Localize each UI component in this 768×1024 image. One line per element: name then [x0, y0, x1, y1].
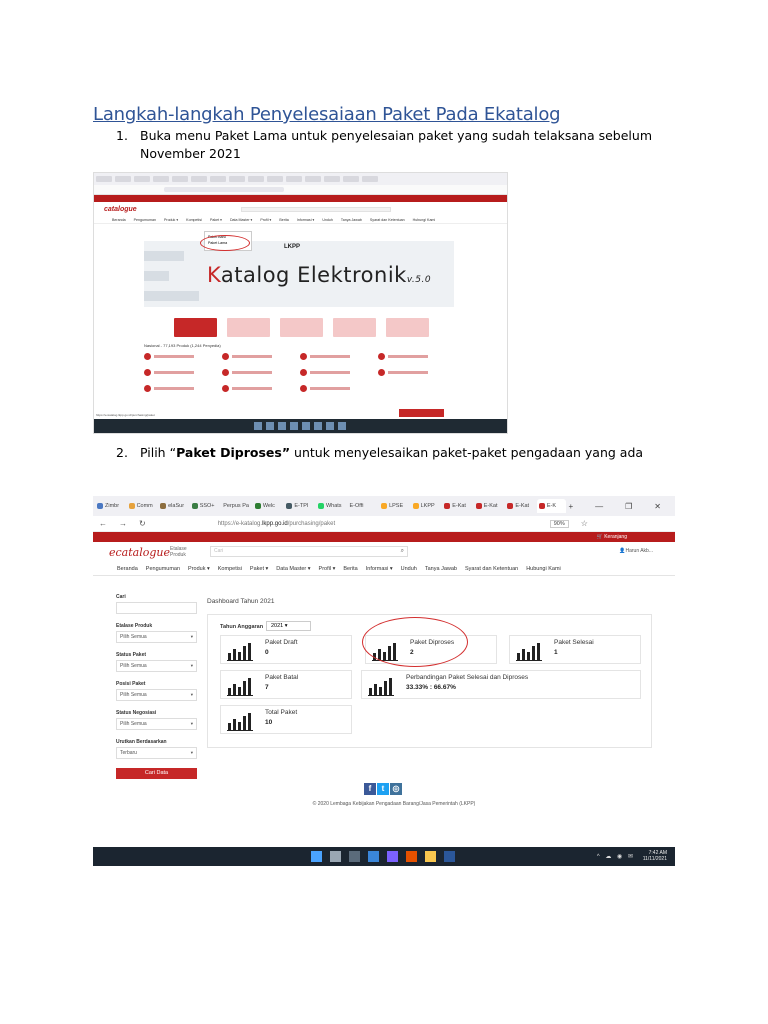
taskbar-clock: 7:42 AM 11/11/2021 [642, 850, 667, 862]
window-controls: + — ❐ ✕ [568, 501, 661, 511]
facebook-icon: f [364, 783, 376, 795]
browser-tab: E-Kat [505, 499, 535, 513]
posisi-label: Posisi Paket [116, 681, 146, 687]
widgets-icon [368, 851, 379, 862]
cart-link: 🛒 Keranjang [596, 534, 627, 540]
status-select: Pilih Semua ▾ [116, 660, 197, 672]
main-nav [94, 216, 507, 224]
back-icon: ← [99, 519, 107, 528]
step-2-number: 2. [116, 445, 128, 460]
address-bar [94, 185, 507, 195]
site-header [93, 542, 675, 562]
category-cards [174, 318, 429, 337]
browser-tabs [94, 173, 507, 185]
forward-icon: → [119, 519, 127, 528]
menu-item-paket-baru: Paket Baru [208, 235, 226, 239]
bar-chart-icon [226, 676, 254, 696]
bar-chart-icon [226, 711, 254, 731]
banner-title-rest: atalog Elektronik [220, 263, 407, 287]
browser-tab: Welc [253, 499, 283, 513]
nav-item: Data Master ▾ [276, 565, 311, 572]
browser-tab: Comm [127, 499, 157, 513]
search-icon [330, 851, 341, 862]
status-bar-url: https://e-katalog.lkpp.go.id/purchasing/paket [96, 413, 155, 417]
nav-item: Hubungi Kami [526, 565, 561, 572]
document-title: Langkah-langkah Penyelesaiaan Paket Pada Ekatalog [93, 104, 561, 125]
step-2-suffix: untuk menyelesaikan paket-paket pengadaan yang ada [290, 445, 644, 460]
nav-item: Syarat dan Ketentuan [369, 217, 405, 222]
total-paket-card [220, 705, 352, 734]
taskbar-icons [311, 851, 455, 862]
main-nav [93, 562, 675, 576]
highlight-circle [362, 617, 468, 667]
bar-chart-icon [367, 676, 395, 696]
product-category-grid [144, 351, 456, 393]
step-2-bold: Paket Diproses” [176, 445, 291, 460]
instagram-icon: ◎ [390, 783, 402, 795]
paket-diproses-value: 2 [410, 649, 414, 656]
chat-icon [387, 851, 398, 862]
nav-item: Pengumuman [145, 565, 181, 572]
paket-batal-title: Paket Batal [265, 674, 299, 681]
search-icon: ⌕ [400, 548, 404, 554]
paket-selesai-title: Paket Selesai [554, 639, 594, 646]
site-header [94, 202, 507, 216]
cari-label: Cari [116, 594, 126, 600]
browser-tab: Perpus Pa [223, 503, 249, 509]
step-2-prefix: Pilih “ [140, 445, 177, 460]
tahun-anggaran-select: 2021 ▾ [266, 621, 311, 631]
search-input [241, 207, 391, 212]
social-links [364, 783, 402, 795]
browser-tab: elaSur [158, 499, 188, 513]
national-summary: Nasional - 77,193 Produk (1,244 Penyedia) [144, 343, 221, 348]
paket-selesai-card [509, 635, 641, 664]
nav-item: Unduh [400, 565, 417, 572]
twitter-icon: t [377, 783, 389, 795]
posisi-select: Pilih Semua ▾ [116, 689, 197, 701]
highlight-circle [200, 235, 250, 251]
urutkan-select: Terbaru ▾ [116, 747, 197, 759]
nav-item: Profil ▾ [260, 217, 272, 222]
paket-draft-title: Paket Draft [265, 639, 298, 646]
total-paket-value: 10 [265, 719, 273, 726]
perbandingan-title: Perbandingan Paket Selesai dan Diproses [406, 674, 529, 681]
nav-item-paket: Paket ▾ [249, 565, 269, 572]
windows-start-icon [311, 851, 322, 862]
total-paket-title: Total Paket [265, 709, 298, 716]
paket-batal-card [220, 670, 352, 699]
paket-draft-card [220, 635, 352, 664]
urutkan-label: Urutkan Berdasarkan [116, 739, 167, 745]
windows-taskbar [93, 847, 675, 866]
reload-icon: ↻ [139, 519, 146, 528]
nav-item: Kompetisi [217, 565, 242, 572]
screenshot-paket-lama [93, 172, 508, 434]
top-red-bar [94, 195, 507, 202]
nav-item-paket: Paket ▾ [209, 217, 222, 222]
paket-diproses-title: Paket Diproses [410, 639, 455, 646]
browser-tab-active: E-K [537, 499, 567, 513]
ecatalogue-logo: ecatalogue [109, 545, 170, 559]
negosiasi-select: Pilih Semua ▾ [116, 718, 197, 730]
filter-sidebar [116, 594, 197, 779]
url-text: https://e-katalog.lkpp.go.id/purchasing/paket [217, 520, 336, 527]
browser-tab: LPSE [379, 499, 409, 513]
banner-title: Katalog Elektronikv.5.0 [207, 263, 432, 287]
ecatalogue-logo: catalogue [104, 205, 137, 213]
browser-tab: E-Kat [442, 499, 472, 513]
address-bar [93, 516, 675, 532]
nav-item: Unduh [322, 217, 333, 222]
system-tray: ^ ☁ ◉ ✉ [596, 854, 635, 860]
search-input: Cari ⌕ [210, 546, 408, 557]
nav-item: Profil ▾ [318, 565, 336, 572]
perbandingan-card [361, 670, 641, 699]
nav-item: Informasi ▾ [296, 217, 315, 222]
browser-tab: E-Offi [349, 503, 364, 509]
zoom-level: 90% [550, 520, 569, 528]
nav-item: Kompetisi [186, 217, 202, 222]
bar-chart-icon [515, 641, 543, 661]
star-icon: ☆ [580, 519, 588, 528]
browser-tabs [93, 496, 675, 516]
cari-data-button: Cari Data [116, 768, 197, 779]
nav-item: Data Master ▾ [229, 217, 253, 222]
etalase-produk-label: Etalase Produk [170, 546, 187, 558]
word-icon [444, 851, 455, 862]
paket-draft-value: 0 [265, 649, 269, 656]
katalog-banner [144, 241, 454, 307]
footer-copyright: © 2020 Lembaga Kebijakan Pengadaan Barang/Jasa Pemerintah (LKPP) [312, 801, 476, 807]
menu-item-paket-lama: Paket Lama [208, 241, 228, 245]
browser-tab: LKPP [411, 499, 441, 513]
top-red-bar [93, 532, 675, 542]
paket-batal-value: 7 [265, 684, 269, 691]
user-menu: 👤Harun Akb... [619, 548, 653, 554]
nav-item: Beranda [112, 217, 126, 222]
perbandingan-value: 33.33% : 66.67% [406, 684, 456, 691]
nav-item: Beranda [117, 565, 138, 572]
negosiasi-label: Status Negosiasi [116, 710, 157, 716]
nav-item: Berita [279, 217, 289, 222]
windows-taskbar [94, 419, 507, 433]
etalase-select: Pilih Semua ▾ [116, 631, 197, 643]
paket-selesai-value: 1 [554, 649, 558, 656]
nav-item: Tanya Jawab [424, 565, 457, 572]
cari-input [116, 602, 197, 614]
chat-button [399, 409, 444, 417]
status-label: Status Paket [116, 652, 147, 658]
dashboard-title: Dashboard Tahun 2021 [207, 598, 275, 605]
screenshot-paket-diproses [93, 496, 675, 866]
firefox-icon [406, 851, 417, 862]
step-1-text: Buka menu Paket Lama untuk penyelesaian paket yang sudah telaksana sebelum November 2021 [140, 128, 652, 161]
folder-icon [425, 851, 436, 862]
nav-item: Produk ▾ [188, 565, 210, 572]
bar-chart-icon [226, 641, 254, 661]
browser-tab: SSO+ [190, 499, 220, 513]
tahun-anggaran-label: Tahun Anggaran [220, 624, 264, 630]
lkpp-logo: LKPP [284, 244, 301, 250]
browser-tab: Whats [316, 499, 346, 513]
banner-version: v.5.0 [406, 275, 432, 285]
nav-item: Informasi ▾ [365, 565, 393, 572]
task-view-icon [349, 851, 360, 862]
browser-tab: E-TPI [284, 499, 314, 513]
nav-item: Hubungi Kami [412, 217, 436, 222]
step-1-number: 1. [116, 128, 128, 143]
step-2-text [140, 444, 680, 462]
nav-item: Berita [343, 565, 358, 572]
nav-item: Syarat dan Ketentuan [464, 565, 519, 572]
etalase-label: Etalase Produk [116, 623, 153, 629]
browser-tab: Zimbr [95, 499, 125, 513]
nav-item: Tanya Jawab [340, 217, 362, 222]
nav-item: Pengumuman [133, 217, 156, 222]
browser-tab: E-Kat [474, 499, 504, 513]
nav-item: Produk ▾ [163, 217, 179, 222]
